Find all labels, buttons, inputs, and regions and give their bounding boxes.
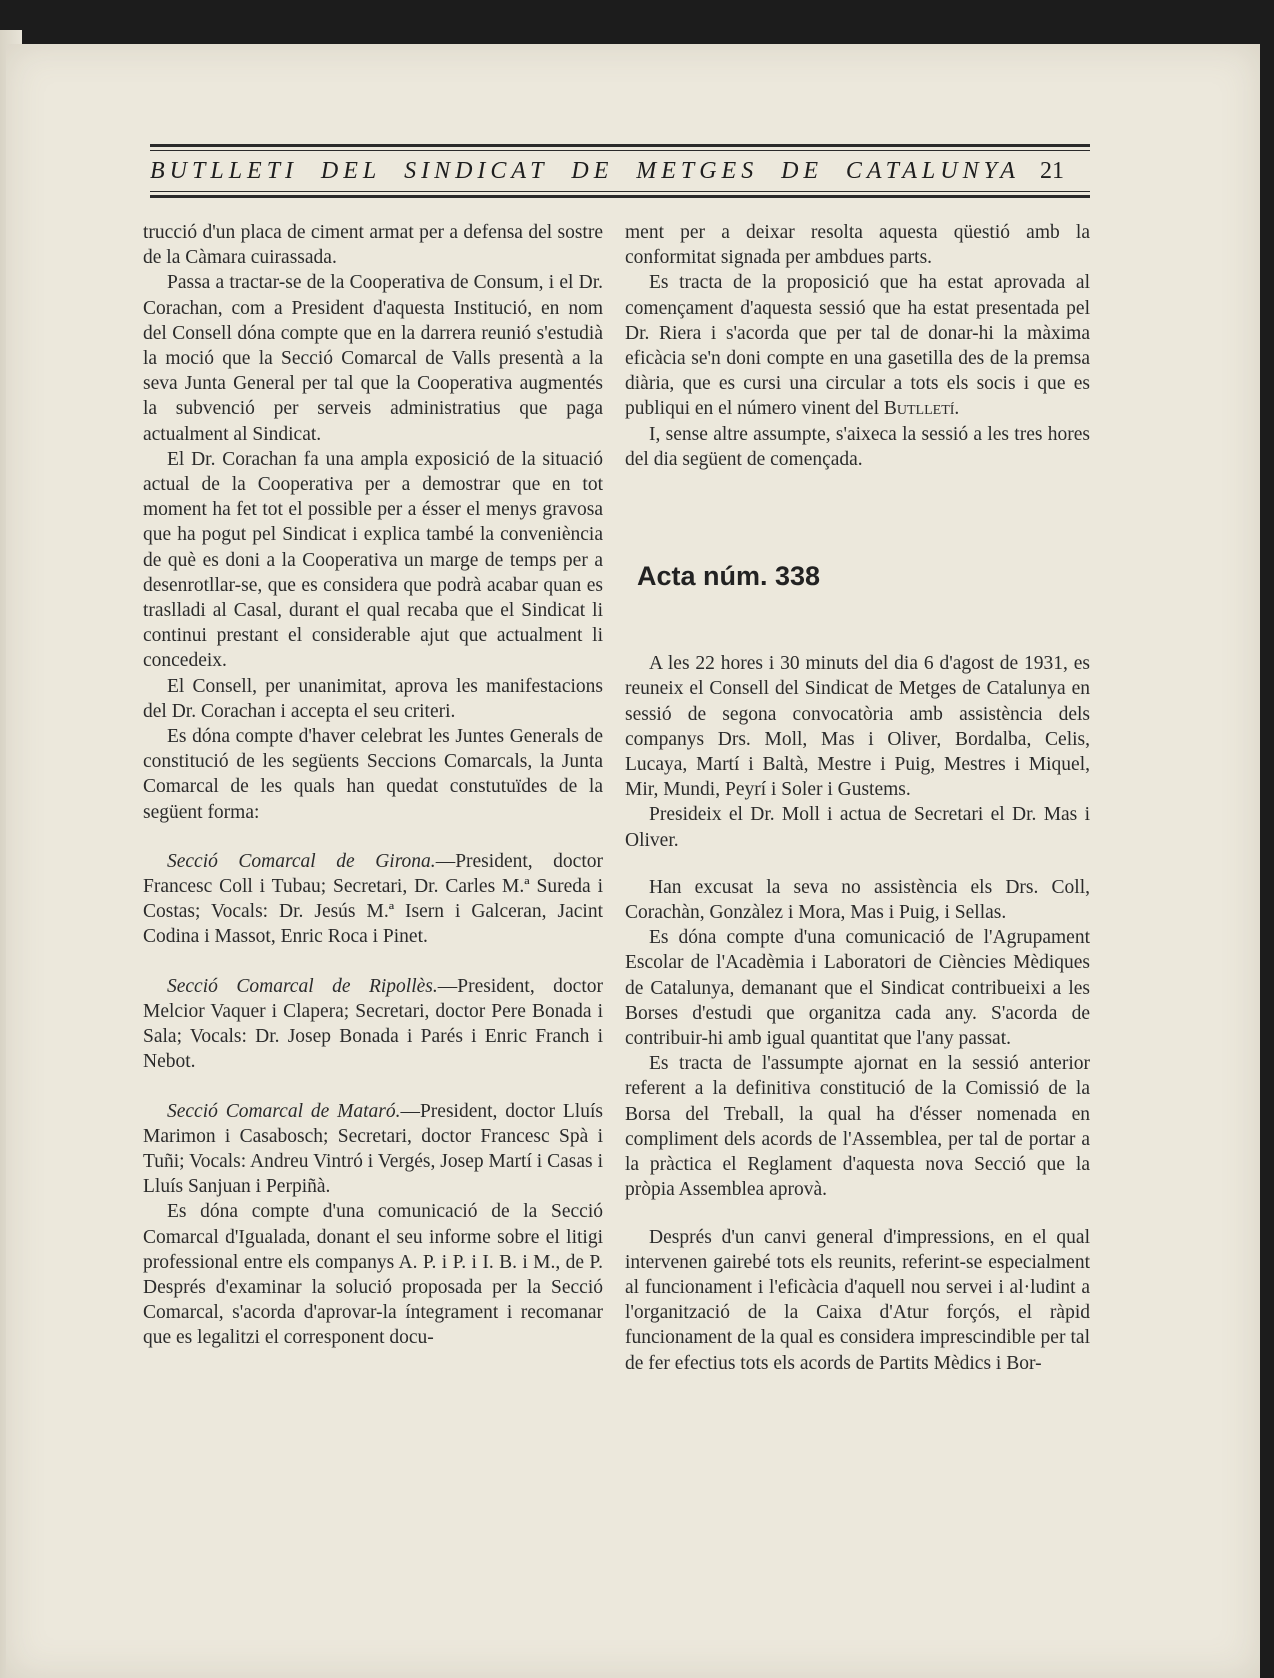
paragraph: Passa a tractar-se de la Cooperativa de Consum, i el Dr. Corachan, com a President d'aquesta Institució, en nom del Consell dóna compte que en la darrera reunió s'estudià la moció que la Secció Comarcal de Valls presentà a la seva Junta General per tal que la Cooperativa augmentés la subvenció per serveis administratius que paga actualment al Sindicat. (143, 272, 603, 445)
header-rule (150, 144, 1090, 147)
paragraph: Es tracta de l'assumpte ajornat en la sessió anterior referent a la definitiva constitució de la Comissió de la Borsa del Treball, la qual ha d'ésser nomenada en compliment dels acords de l'Assemblea, per tal de portar a la pràctica el Reglament d'aquesta nova Secció que la pròpia Assemblea aprovà. (625, 1053, 1090, 1201)
paragraph-text: . (954, 398, 960, 420)
section-text: —President, doctor Melcior Vaquer i Clapera; Secretari, doctor Pere Bonada i Sala; Vocals: Dr. Josep Bonada i Parés i Enric Franch i Nebot. (143, 975, 603, 1073)
paragraph (625, 270, 1090, 421)
paragraph: Es dóna compte d'haver celebrat les Juntes Generals de constitució de les següents Seccions Comarcals, la Junta Comarcal de les quals han quedat constutuïdes de la següent forma: (143, 726, 603, 823)
paragraph: El Dr. Corachan fa una ampla exposició de la situació actual de la Cooperativa per a demostrar que en tot moment ha fet tot el possible per a ésser el menys gravosa que ha pogut pel Sindicat i explica també la conveniència de què es doni a la Cooperativa un marge de temps per a desenrotllar-se, que es considera que podrà acabar quan es traslladi al Casal, durant el qual recaba que el Sindicat li continui prestant el considerable ajut que actualment li concedeix. (143, 448, 603, 672)
section-text: —President, doctor Francesc Coll i Tubau; Secretari, Dr. Carles M.ª Sureda i Costas; Vocals: Dr. Jesús M.ª Isern i Galceran, Jacint Codina i Massot, Enric Roca i Pinet. (143, 850, 603, 948)
running-head-word: DE (781, 157, 824, 184)
section-entry-mataro (143, 1099, 603, 1200)
running-head-word: DE (571, 157, 614, 184)
running-head (150, 151, 1020, 191)
header-rule (150, 195, 1090, 198)
running-head-word: SINDICAT (404, 157, 549, 184)
paragraph: Han excusat la seva no assistència els Drs. Coll, Corachàn, Gonzàlez i Mora, Mas i Puig, i Sellas. (625, 876, 1090, 924)
journal-name: Butlletí (883, 398, 955, 420)
paragraph-text: Es tracta de la proposició que ha estat aprovada al començament d'aquesta sessió que ha estat presentada pel Dr. Riera i s'acorda que per tal de donar-hi la màxima eficàcia se'n doni compte en una gasetilla des de la premsa diària, que es cursi una circular a tots els socis i que es publiqui en el número vinent del (625, 272, 1090, 420)
paragraph: Després d'un canvi general d'impressions, en el qual intervenen gairebé tots els reunits, referint-se especialment al funcionament i l'eficàcia d'aquell nou servei i al·ludint a l'organització de la Caixa d'Atur forçós, el ràpid funcionament de la qual es considera imprescindible per tal de fer efectius tots els acords de Partits Mèdics i Bor- (625, 1226, 1090, 1374)
paragraph: trucció d'un placa de ciment armat per a defensa del sostre de la Càmara cuirassada. (143, 222, 603, 269)
paragraph: Es dóna compte d'una comunicació de la Secció Comarcal d'Igualada, donant el seu informe sobre el litigi professional entre els companys A. P. i P. i I. B. i M., de P. Després d'examinar la solució proposada per la Secció Comarcal, s'acorda d'aprovar-la íntegrament i recomanar que es legalitzi el corresponent docu- (143, 1201, 603, 1349)
left-column (143, 220, 603, 1351)
running-head-word: BUTLLETI (150, 157, 299, 184)
section-text: —President, doctor Lluís Marimon i Casabosch; Secretari, doctor Francesc Spà i Tuñi; Vocals: Andreu Vintró i Vergés, Josep Martí i Casas i Lluís Sanjuan i Perpiñà. (143, 1100, 603, 1198)
paragraph: A les 22 hores i 30 minuts del dia 6 d'agost de 1931, es reuneix el Consell del Sindicat de Metges de Catalunya en sessió de segona convocatòria amb assistència dels companys Drs. Moll, Mas i Oliver, Bordalba, Celis, Lucaya, Martí i Baltà, Mestre i Puig, Mestres i Miquel, Mir, Mundi, Peyrí i Soler i Gustems. (625, 653, 1090, 801)
header-rule (150, 191, 1090, 192)
section-entry-ripolles (143, 974, 603, 1075)
running-head-word: CATALUNYA (845, 157, 1020, 184)
section-entry-girona (143, 849, 603, 950)
paragraph: El Consell, per unanimitat, aprova les manifestacions del Dr. Corachan i accepta el seu criteri. (143, 675, 603, 722)
paragraph: Es dóna compte d'una comunicació de l'Agrupament Escolar de l'Acadèmia i Laboratori de Ciències Mèdiques de Catalunya, demanant que el Sindicat contribueixi a les Borses d'estudi que organitza cada any. S'acorda de contribuir-hi amb igual quantitat que l'any passat. (625, 927, 1090, 1050)
section-title: Secció Comarcal de Mataró. (167, 1100, 401, 1122)
paragraph: Presideix el Dr. Moll i actua de Secretari el Dr. Mas i Oliver. (625, 804, 1090, 851)
paragraph: ment per a deixar resolta aquesta qüestió amb la conformitat signada per ambdues parts. (625, 222, 1090, 269)
running-head-word: DEL (320, 157, 382, 184)
paragraph: I, sense altre assumpte, s'aixeca la sessió a les tres hores del dia següent de començada. (625, 423, 1090, 470)
section-title: Secció Comarcal de Girona. (167, 850, 436, 872)
page-number: 21 (1040, 158, 1064, 184)
section-title: Secció Comarcal de Ripollès. (167, 975, 438, 997)
running-head-word: METGES (636, 157, 759, 184)
acta-heading: Acta núm. 338 (637, 561, 821, 592)
right-column (625, 220, 1090, 1376)
